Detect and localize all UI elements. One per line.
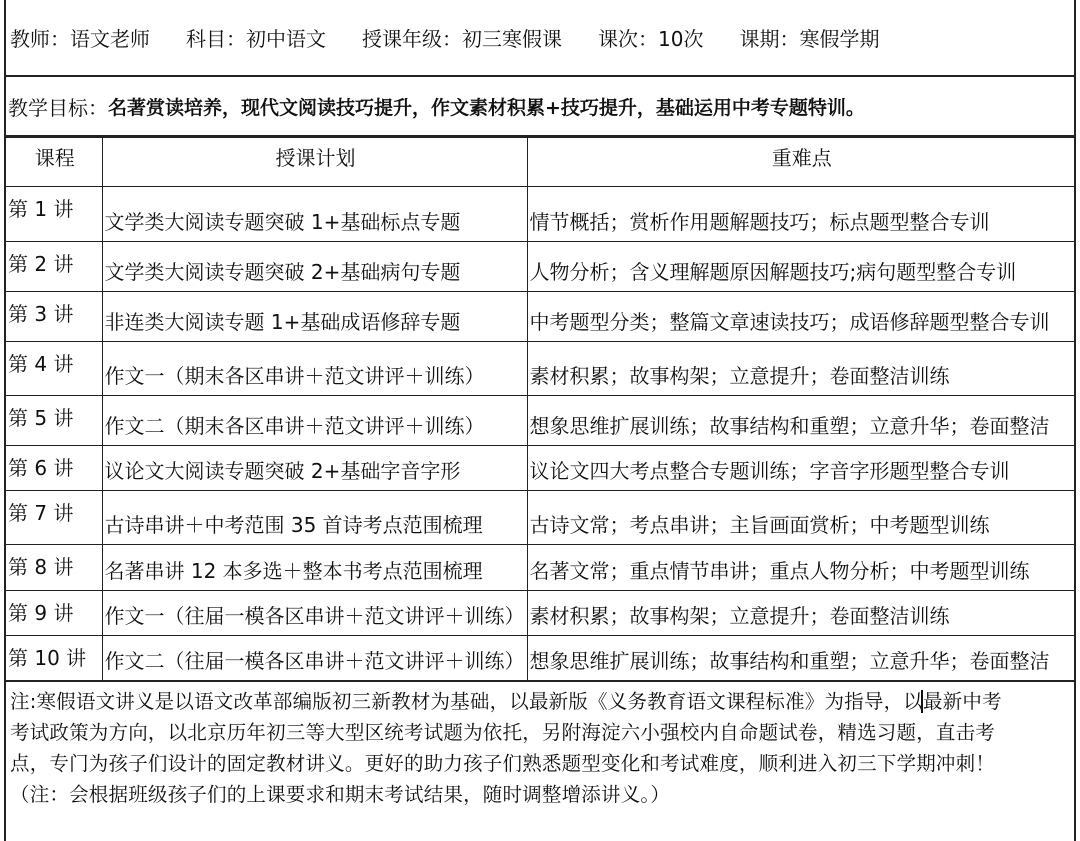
term-label: 课期： (739, 27, 800, 51)
subject-field (186, 23, 326, 52)
table-row (6, 446, 1074, 491)
lesson-cell: 第 5 讲 (6, 396, 102, 446)
subject-value: 初中语文 (246, 27, 326, 51)
grade-label: 授课年级： (362, 27, 462, 51)
lesson-cell: 第 4 讲 (6, 342, 102, 396)
plan-cell: 文学类大阅读专题突破 2+基础病句专题 (102, 242, 527, 292)
course-document (4, 0, 1076, 841)
plan-cell: 古诗串讲＋中考范围 35 首诗考点范围梳理 (102, 491, 527, 545)
lesson-cell: 第 1 讲 (6, 187, 102, 242)
footnote-text: 最新中考 (922, 690, 1002, 713)
footnote-line: 点，专门为孩子们设计的固定教材讲义。更好的助力孩子们熟悉题型变化和考试难度，顺利进入初三下学期冲刺！ (10, 752, 996, 775)
lesson-cell: 第 9 讲 (6, 591, 102, 636)
table-row (6, 491, 1074, 545)
plan-cell: 文学类大阅读专题突破 1+基础标点专题 (102, 187, 527, 242)
table-row (6, 242, 1074, 292)
table-row (6, 187, 1074, 242)
footnote (6, 681, 1074, 810)
footnote-line: （注：会根据班级孩子们的上课要求和期末考试结果，随时调整增添讲义。） (10, 783, 671, 806)
key-points-cell: 人物分析；含义理解题原因解题技巧;病句题型整合专训 (527, 242, 1074, 292)
key-points-cell: 中考题型分类；整篇文章速读技巧；成语修辞题型整合专训 (527, 292, 1074, 342)
key-points-cell: 议论文四大考点整合专题训练；字音字形题型整合专训 (527, 446, 1074, 491)
teacher-field (10, 23, 150, 52)
subject-label: 科目： (186, 27, 246, 51)
plan-cell: 作文一（期末各区串讲＋范文讲评＋训练） (102, 342, 527, 396)
key-points-cell: 想象思维扩展训练；故事结构和重塑；立意升华；卷面整洁 (527, 636, 1074, 681)
table-row (6, 396, 1074, 446)
lesson-cell: 第 10 讲 (6, 636, 102, 681)
table-row (6, 342, 1074, 396)
lesson-cell: 第 3 讲 (6, 292, 102, 342)
table-row (6, 591, 1074, 636)
sessions-value: 10次 (658, 27, 704, 51)
lesson-cell: 第 6 讲 (6, 446, 102, 491)
table-row (6, 545, 1074, 591)
plan-cell: 名著串讲 12 本多选＋整本书考点范围梳理 (102, 545, 527, 591)
lesson-plan-table (6, 137, 1074, 681)
lesson-cell: 第 8 讲 (6, 545, 102, 591)
footnote-line: 考试政策为方向，以北京历年初三等大型区统考试题为依托，另附海淀六小强校内自命题试卷，精选习题，直击考 (10, 721, 996, 744)
column-header-key-points: 重难点 (527, 138, 1074, 187)
table-row (6, 292, 1074, 342)
key-points-cell: 情节概括；赏析作用题解题技巧；标点题型整合专训 (527, 187, 1074, 242)
sessions-field (598, 23, 703, 52)
teacher-value: 语文老师 (70, 27, 150, 51)
teaching-goal (6, 77, 1074, 137)
plan-cell: 非连类大阅读专题 1+基础成语修辞专题 (102, 292, 527, 342)
plan-cell: 作文二（期末各区串讲＋范文讲评＋训练） (102, 396, 527, 446)
key-points-cell: 古诗文常；考点串讲；主旨画面赏析；中考题型训练 (527, 491, 1074, 545)
column-header-lesson: 课程 (6, 138, 102, 187)
course-info-header (6, 0, 1074, 77)
key-points-cell: 名著文常；重点情节串讲；重点人物分析；中考题型训练 (527, 545, 1074, 591)
plan-cell: 作文二（往届一模各区串讲＋范文讲评＋训练） (102, 636, 527, 681)
key-points-cell: 素材积累；故事构架；立意提升；卷面整洁训练 (527, 591, 1074, 636)
key-points-cell: 素材积累；故事构架；立意提升；卷面整洁训练 (527, 342, 1074, 396)
lesson-cell: 第 7 讲 (6, 491, 102, 545)
teacher-label: 教师： (10, 27, 70, 51)
grade-field (362, 23, 562, 52)
key-points-cell: 想象思维扩展训练；故事结构和重塑；立意升华；卷面整洁 (527, 396, 1074, 446)
goal-label: 教学目标： (8, 95, 108, 120)
term-field (739, 23, 879, 52)
footnote-line (10, 686, 1068, 717)
plan-cell: 作文一（往届一模各区串讲＋范文讲评＋训练） (102, 591, 527, 636)
plan-cell: 议论文大阅读专题突破 2+基础字音字形 (102, 446, 527, 491)
table-header-row (6, 138, 1074, 187)
grade-value: 初三寒假课 (462, 27, 562, 51)
term-value: 寒假学期 (799, 27, 880, 51)
column-header-plan: 授课计划 (102, 138, 527, 187)
sessions-label: 课次： (598, 27, 658, 51)
footnote-text: 注:寒假语文讲义是以语文改革部编版初三新教材为基础，以最新版《义务教育语文课程标准》为指导，以 (10, 690, 923, 713)
goal-text: 名著赏读培养，现代文阅读技巧提升，作文素材积累+技巧提升，基础运用中考专题特训。 (108, 96, 865, 119)
lesson-cell: 第 2 讲 (6, 242, 102, 292)
table-row (6, 636, 1074, 681)
